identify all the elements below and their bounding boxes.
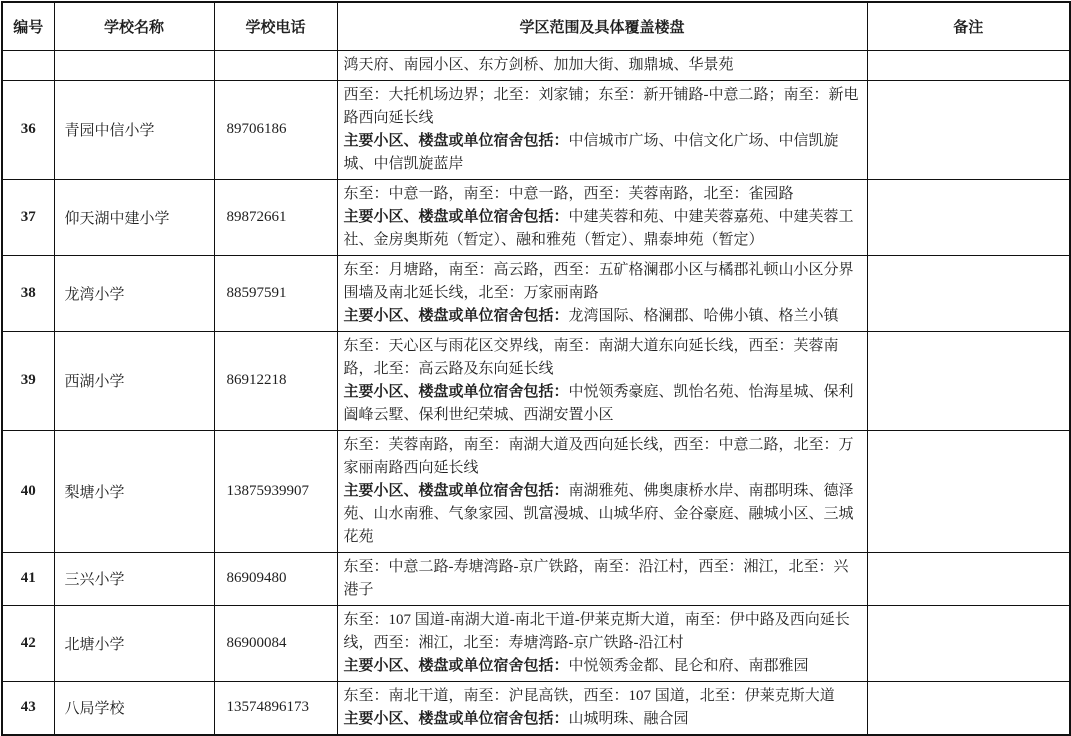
cell-remark bbox=[867, 605, 1070, 681]
cell-school-name: 八局学校 bbox=[54, 681, 214, 735]
header-school-name: 学校名称 bbox=[54, 2, 214, 50]
table-row bbox=[2, 255, 1070, 331]
cell-id: 38 bbox=[2, 255, 54, 331]
estates-text: 主要小区、楼盘或单位宿舍包括：中信城市广场、中信文化广场、中信凯旋城、中信凯旋蓝岸 bbox=[343, 132, 839, 172]
header-district-scope: 学区范围及具体覆盖楼盘 bbox=[337, 2, 867, 50]
cell-district-scope bbox=[337, 179, 867, 255]
cell-id: 37 bbox=[2, 179, 54, 255]
cell-school-phone: 86909480 bbox=[214, 552, 337, 605]
cell-id: 39 bbox=[2, 331, 54, 430]
boundary-text: 东至：中意二路-寿塘湾路-京广铁路，南至：沿江村，西至：湘江，北至：兴港子 bbox=[343, 558, 849, 598]
header-remark: 备注 bbox=[867, 2, 1070, 50]
cell-remark bbox=[867, 255, 1070, 331]
school-district-table bbox=[1, 1, 1071, 736]
header-id: 编号 bbox=[2, 2, 54, 50]
cell-district-scope bbox=[337, 50, 867, 80]
boundary-text: 东至：南北干道，南至：沪昆高铁，西至：107 国道，北至：伊莱克斯大道 bbox=[343, 687, 835, 704]
cell-district-scope bbox=[337, 552, 867, 605]
cell-id: 40 bbox=[2, 430, 54, 552]
cell-school-phone bbox=[214, 50, 337, 80]
table-row bbox=[2, 179, 1070, 255]
cell-district-scope bbox=[337, 255, 867, 331]
cell-remark bbox=[867, 331, 1070, 430]
cell-school-phone: 86900084 bbox=[214, 605, 337, 681]
cell-remark bbox=[867, 430, 1070, 552]
cell-district-scope bbox=[337, 605, 867, 681]
estates-label: 主要小区、楼盘或单位宿舍包括： bbox=[343, 307, 569, 324]
cell-remark bbox=[867, 50, 1070, 80]
cell-school-phone: 13875939907 bbox=[214, 430, 337, 552]
cell-id: 41 bbox=[2, 552, 54, 605]
cell-school-phone: 86912218 bbox=[214, 331, 337, 430]
cell-school-name bbox=[54, 50, 214, 80]
estates-text: 主要小区、楼盘或单位宿舍包括：中悦领秀金都、昆仑和府、南郡雅园 bbox=[343, 657, 809, 674]
boundary-text: 东至：中意一路，南至：中意一路，西至：芙蓉南路，北至：雀园路 bbox=[343, 185, 794, 202]
cell-school-name: 梨塘小学 bbox=[54, 430, 214, 552]
boundary-text: 西至：大托机场边界；北至：刘家铺；东至：新开铺路-中意二路；南至：新电路西向延长线 bbox=[343, 86, 859, 126]
cell-district-scope bbox=[337, 681, 867, 735]
cell-id bbox=[2, 50, 54, 80]
cell-id: 43 bbox=[2, 681, 54, 735]
cell-school-name: 青园中信小学 bbox=[54, 80, 214, 179]
table-row bbox=[2, 331, 1070, 430]
cell-district-scope bbox=[337, 80, 867, 179]
cell-school-name: 龙湾小学 bbox=[54, 255, 214, 331]
cell-district-scope bbox=[337, 430, 867, 552]
boundary-text: 东至：107 国道-南湖大道-南北干道-伊莱克斯大道，南至：伊中路及西向延长线，西至：湘江，北至：寿塘湾路-京广铁路-沿江村 bbox=[343, 611, 850, 651]
estates-label: 主要小区、楼盘或单位宿舍包括： bbox=[343, 132, 569, 149]
cell-school-phone: 13574896173 bbox=[214, 681, 337, 735]
table-row bbox=[2, 605, 1070, 681]
table-row bbox=[2, 80, 1070, 179]
estates-text: 主要小区、楼盘或单位宿舍包括：中悦领秀豪庭、凯怡名苑、怡海星城、保利阖峰云墅、保利世纪荣城、西湖安置小区 bbox=[343, 383, 854, 423]
table-body bbox=[2, 50, 1070, 735]
cell-remark bbox=[867, 179, 1070, 255]
header-row bbox=[2, 2, 1070, 50]
estates-text: 主要小区、楼盘或单位宿舍包括：龙湾国际、格澜郡、哈佛小镇、格兰小镇 bbox=[343, 307, 839, 324]
table-row bbox=[2, 681, 1070, 735]
cell-remark bbox=[867, 681, 1070, 735]
cell-remark bbox=[867, 552, 1070, 605]
cell-school-name: 三兴小学 bbox=[54, 552, 214, 605]
table-header bbox=[2, 2, 1070, 50]
boundary-text: 东至：芙蓉南路，南至：南湖大道及西向延长线，西至：中意二路，北至：万家丽南路西向延长线 bbox=[343, 436, 854, 476]
estates-label: 主要小区、楼盘或单位宿舍包括： bbox=[343, 383, 569, 400]
table-row bbox=[2, 552, 1070, 605]
cell-school-name: 西湖小学 bbox=[54, 331, 214, 430]
estates-text: 主要小区、楼盘或单位宿舍包括：山城明珠、融合园 bbox=[343, 710, 689, 727]
estates-label: 主要小区、楼盘或单位宿舍包括： bbox=[343, 482, 569, 499]
estates-text: 主要小区、楼盘或单位宿舍包括：南湖雅苑、佛奥康桥水岸、南郡明珠、德泽苑、山水南雅、气象家园、凯富漫城、山城华府、金谷豪庭、融城小区、三城花苑 bbox=[343, 482, 854, 545]
cell-id: 42 bbox=[2, 605, 54, 681]
boundary-text: 东至：天心区与雨花区交界线，南至：南湖大道东向延长线，西至：芙蓉南路，北至：高云路及东向延长线 bbox=[343, 337, 839, 377]
table-row bbox=[2, 50, 1070, 80]
cell-id: 36 bbox=[2, 80, 54, 179]
cell-school-phone: 89706186 bbox=[214, 80, 337, 179]
table-row bbox=[2, 430, 1070, 552]
cell-school-name: 北塘小学 bbox=[54, 605, 214, 681]
header-school-phone: 学校电话 bbox=[214, 2, 337, 50]
cell-school-phone: 88597591 bbox=[214, 255, 337, 331]
boundary-text: 鸿天府、南园小区、东方剑桥、加加大街、珈鼎城、华景苑 bbox=[343, 56, 734, 73]
estates-label: 主要小区、楼盘或单位宿舍包括： bbox=[343, 657, 569, 674]
cell-school-phone: 89872661 bbox=[214, 179, 337, 255]
cell-remark bbox=[867, 80, 1070, 179]
boundary-text: 东至：月塘路，南至：高云路，西至：五矿格澜郡小区与橘郡礼顿山小区分界围墙及南北延长线，北至：万家丽南路 bbox=[343, 261, 854, 301]
estates-text: 主要小区、楼盘或单位宿舍包括：中建芙蓉和苑、中建芙蓉嘉苑、中建芙蓉工社、金房奥斯苑（暂定）、融和雅苑（暂定）、鼎泰坤苑（暂定） bbox=[343, 208, 854, 248]
estates-label: 主要小区、楼盘或单位宿舍包括： bbox=[343, 208, 569, 225]
cell-school-name: 仰天湖中建小学 bbox=[54, 179, 214, 255]
cell-district-scope bbox=[337, 331, 867, 430]
estates-label: 主要小区、楼盘或单位宿舍包括： bbox=[343, 710, 569, 727]
